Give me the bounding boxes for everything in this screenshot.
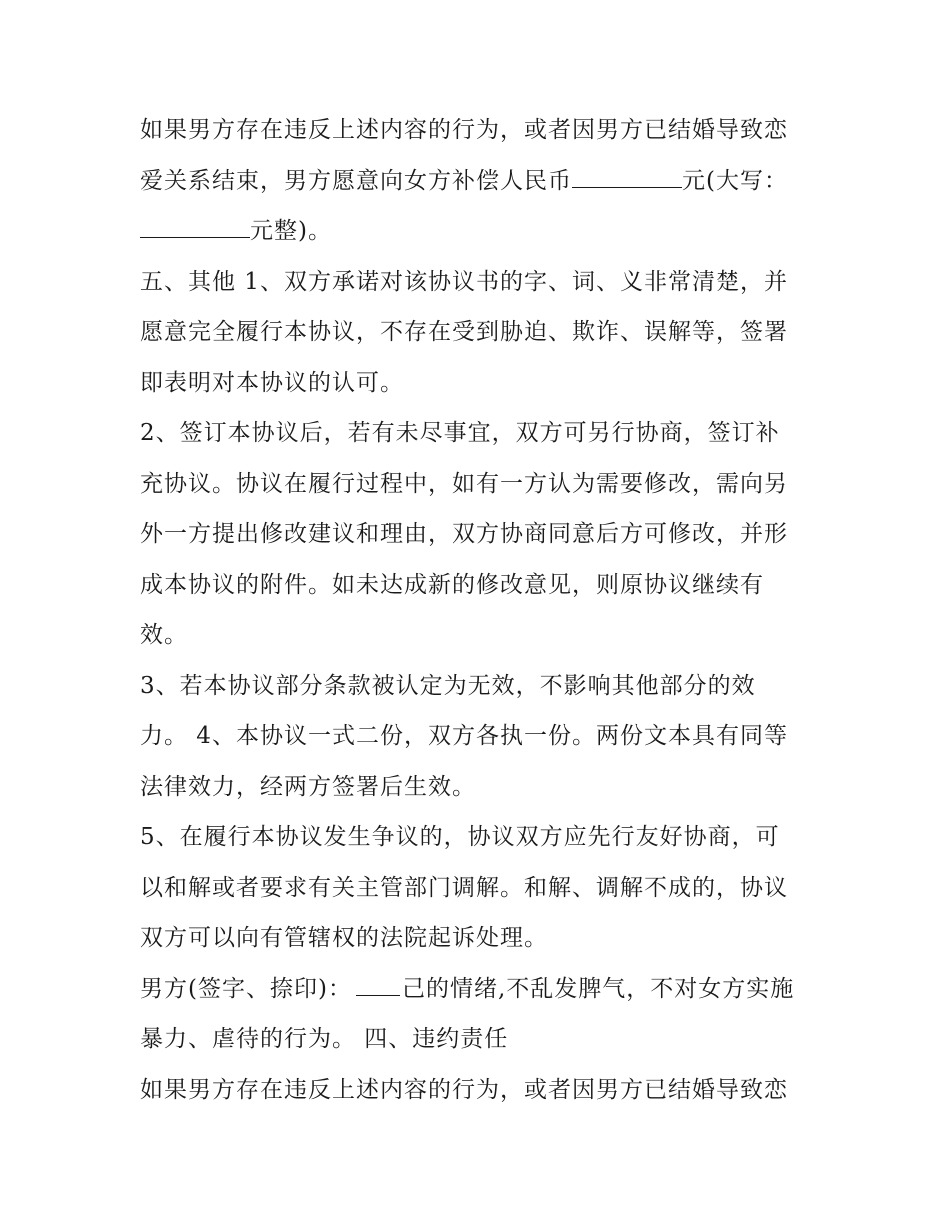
text-segment: 元整)。 [250, 218, 332, 244]
amount-in-words-blank [140, 215, 250, 238]
text-line: 外一方提出修改建议和理由，双方协商同意后方可修改，并形 [140, 521, 788, 547]
text-line: 法律效力，经两方签署后生效。 [140, 773, 476, 800]
text-line: 3、若本协议部分条款被认定为无效，不影响其他部分的效 [140, 672, 756, 699]
text-line: 暴力、虐待的行为。 四、违约责任 [140, 1026, 509, 1052]
text-line: 力。 4、本协议一式二份，双方各执一份。两份文本具有同等 [140, 723, 788, 749]
text-line: 如果男方存在违反上述内容的行为，或者因男方已结婚导致恋 [140, 117, 788, 143]
text-line: 如果男方存在违反上述内容的行为，或者因男方已结婚导致恋 [140, 1076, 788, 1103]
amount-blank [572, 165, 682, 188]
text-segment: 男方(签字、捺印)： [140, 975, 352, 1002]
text-segment: 己的情绪,不乱发脾气，不对女方实施 [401, 975, 795, 1002]
text-line: 效。 [140, 622, 188, 648]
signature-line [140, 964, 830, 1015]
text-line: 愿意完全履行本协议，不存在受到胁迫、欺诈、误解等，签署 [140, 319, 788, 345]
text-line: 充协议。协议在履行过程中，如有一方认为需要修改，需向另 [140, 470, 788, 497]
text-segment: 元(大写： [682, 167, 788, 194]
text-line: 即表明对本协议的认可。 [140, 369, 404, 396]
signature-blank [356, 973, 400, 996]
text-line-with-blank [140, 156, 830, 207]
text-line: 五、其他 1、双方承诺对该协议书的字、词、义非常清楚，并 [140, 268, 788, 295]
text-line: 双方可以向有管辖权的法院起诉处理。 [140, 925, 548, 951]
text-line: 以和解或者要求有关主管部门调解。和解、调解不成的，协议 [140, 874, 788, 901]
text-line-with-blank [140, 206, 830, 257]
text-line: 5、在履行本协议发生争议的，协议双方应先行友好协商，可 [140, 824, 780, 850]
text-segment: 爱关系结束，男方愿意向女方补偿人民币 [140, 167, 572, 194]
document-body [140, 105, 830, 1115]
text-line: 成本协议的附件。如未达成新的修改意见，则原协议继续有 [140, 571, 764, 598]
text-line: 2、签订本协议后，若有未尽事宜，双方可另行协商，签订补 [140, 420, 780, 446]
